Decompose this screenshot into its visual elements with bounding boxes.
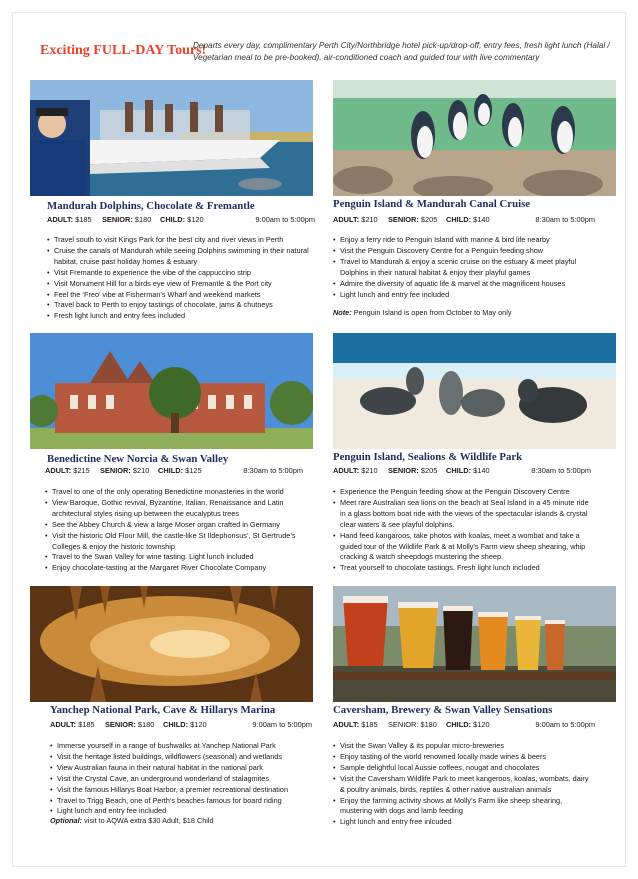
adult-label: ADULT:: [50, 720, 77, 729]
child-price: $120: [187, 215, 204, 224]
highlight-item: • Visit the Swan Valley & its popular micro-breweries: [333, 741, 595, 752]
highlight-item: • View Australian fauna in their natural habitat in the national park: [50, 763, 320, 774]
tour-title: Mandurah Dolphins, Chocolate & Fremantle: [47, 200, 255, 212]
child-label: CHILD:: [160, 215, 186, 224]
tour-time: 8:30am to 5:00pm: [531, 466, 591, 475]
highlight-item: • Sample delightful local Aussie coffees, nougat and chocolates: [333, 763, 595, 774]
tour-photo-dolphin-cruise: [30, 80, 313, 196]
highlight-item: • Visit the Crystal Cave, an underground wonderland of stalagmites: [50, 774, 320, 785]
tour-highlights: [50, 741, 320, 817]
tour-photo-crystal-cave: [30, 586, 313, 702]
adult-price: $215: [73, 466, 90, 475]
highlight-item: • Cruise the canals of Mandurah while seeing Dolphins swimming in their natural habitat, cruise past holiday homes & estuary: [47, 246, 317, 268]
highlight-item: • Visit the heritage listed buildings, wildflowers (seasonal) and wetlands: [50, 752, 320, 763]
highlight-item: • Immerse yourself in a range of bushwalks at Yanchep National Park: [50, 741, 320, 752]
highlight-item: • Visit Monument Hill for a birds eye view of Fremantle & the Port city: [47, 279, 317, 290]
tour-card-penguin-canal: [333, 80, 616, 330]
highlight-item: • Light lunch and entry fee included: [333, 290, 603, 301]
adult-price: $210: [361, 466, 378, 475]
child-price: $120: [473, 720, 490, 729]
highlight-item: • Travel back to Perth to enjoy tastings of chocolate, jams & chutneys: [47, 300, 317, 311]
highlight-item: • Enjoy a ferry ride to Penguin Island with marine & bird life nearby: [333, 235, 603, 246]
tour-highlights: [45, 487, 325, 574]
tour-time: 9:00am to 5:00pm: [255, 215, 315, 224]
highlight-item: • Enjoy the farming activity shows at Molly’s Farm like sheep shearing, mustering with dogs and lamb feeding: [333, 796, 595, 818]
adult-label: ADULT:: [45, 466, 72, 475]
senior-label: SENIOR:: [105, 720, 136, 729]
highlight-item: • Light lunch and entry fee included: [50, 806, 320, 817]
highlight-item: • Travel south to visit Kings Park for the best city and river views in Perth: [47, 235, 317, 246]
tour-highlights: [333, 235, 603, 300]
highlight-item: • Visit the Caversham Wildlife Park to meet kangeroos, koalas, wombats, dairy & poultry animals, birds, reptiles & other native australian animals: [333, 774, 595, 796]
page-title: Exciting FULL-DAY Tours!: [40, 43, 207, 58]
highlight-item: • Travel to the Swan Valley for wine tasting. Light lunch included: [45, 552, 325, 563]
tour-title: Benedictine New Norcia & Swan Valley: [47, 453, 229, 465]
highlight-item: • Visit Fremantle to experience the vibe of the cappuccino strip: [47, 268, 317, 279]
header: [40, 40, 610, 70]
senior-label: SENIOR:: [388, 466, 419, 475]
highlight-item: • Visit the Penguin Discovery Centre for a Penguin feeding show: [333, 246, 603, 257]
tour-photo-penguins: [333, 80, 616, 196]
highlight-item: • Fresh light lunch and entry fees included: [47, 311, 317, 322]
senior-label: SENIOR:: [388, 720, 419, 729]
header-description: Departs every day, complimentary Perth City/Northbridge hotel pick-up/drop-off, entry fees, fresh light lunch (Halal / Vegetarian meal to be pre-booked), air-conditioned coach and guided tour with live commentary: [193, 41, 610, 62]
tour-highlights: [333, 487, 595, 574]
highlight-item: • View Baroque, Gothic revival, Byzantine, Italian, Renaissance and Latin architectural styles rising up between the eucalyptus trees: [45, 498, 325, 520]
adult-label: ADULT:: [333, 466, 360, 475]
child-price: $140: [473, 215, 490, 224]
highlight-item: • Light lunch and entry free inlcuded: [333, 817, 595, 828]
highlight-item: • Meet rare Australian sea lions on the beach at Seal Island in a 45 minute ride in a glass bottom boat ride with the views of the spectacular islands & crystal clear waters & see playful dolphins.: [333, 498, 595, 531]
senior-price: $205: [420, 215, 438, 224]
tour-card-yanchep: [30, 586, 313, 856]
highlight-item: • Hand feed kangaroos, take photos with koalas, meet a wombat and take a guided tour of the Wildlife Park & at Molly’s Farm view sheep shearing, whip cracking & watch sheepdogs mustering the sheep.: [333, 531, 595, 564]
tour-title: Penguin Island, Sealions & Wildlife Park: [333, 451, 523, 463]
child-price: $120: [190, 720, 207, 729]
tour-highlights: [47, 235, 317, 322]
tour-highlights: [333, 741, 595, 828]
child-label: CHILD:: [158, 466, 184, 475]
highlight-item: • Enjoy tasting of the world renowned locally made wines & beers: [333, 752, 595, 763]
senior-price: $180: [420, 720, 437, 729]
tour-time: 8:30am to 5:00pm: [243, 466, 303, 475]
highlight-item: • Treat yourself to chocolate tastings. Fresh light lunch included: [333, 563, 595, 574]
highlight-item: • Travel to Trigg Beach, one of Perth’s beaches famous for board riding: [50, 796, 320, 807]
tour-note: [50, 816, 214, 825]
tour-note: [333, 308, 511, 317]
highlight-item: • Travel to Mandurah & enjoy a scenic cruise on the estuary & meet playful Dolphins in their natural habitat & enjoy their playful games: [333, 257, 603, 279]
tour-time: 8:30am to 5:00pm: [535, 215, 595, 224]
tour-photo-monastery: [30, 333, 313, 449]
tour-photo-beer-tasting: [333, 586, 616, 702]
highlight-item: • Feel the ‘Freo’ vibe at Fisherman’s Wharf and weekend markets: [47, 290, 317, 301]
senior-price: $180: [134, 215, 152, 224]
child-label: CHILD:: [446, 466, 472, 475]
senior-label: SENIOR:: [102, 215, 133, 224]
highlight-item: • Enjoy chocolate-tasting at the Margaret River Chocolate Company: [45, 563, 325, 574]
note-text: Penguin Island is open from October to May only: [353, 308, 512, 317]
note-label: Note:: [333, 308, 352, 317]
child-label: CHILD:: [446, 215, 472, 224]
child-label: CHILD:: [163, 720, 189, 729]
tour-card-caversham: [333, 586, 616, 856]
adult-label: ADULT:: [333, 720, 360, 729]
child-label: CHILD:: [446, 720, 472, 729]
tour-card-new-norcia: [30, 333, 313, 583]
adult-label: ADULT:: [47, 215, 74, 224]
senior-label: SENIOR:: [388, 215, 419, 224]
highlight-item: • Experience the Penguin feeding show at the Penguin Discovery Centre: [333, 487, 595, 498]
adult-price: $185: [361, 720, 378, 729]
child-price: $125: [185, 466, 202, 475]
tour-card-sealions: [333, 333, 616, 583]
highlight-item: • Travel to one of the only operating Benedictine monasteries in the world: [45, 487, 325, 498]
child-price: $140: [473, 466, 490, 475]
highlight-item: • Visit the famous Hillarys Boat Harbor, a premier recreational destination: [50, 785, 320, 796]
tour-title: Yanchep National Park, Cave & Hillarys Marina: [50, 704, 276, 716]
senior-price: $180: [137, 720, 155, 729]
note-text: visit to AQWA extra $30 Adult, $18 Child: [84, 816, 214, 825]
highlight-item: • See the Abbey Church & view a large Moser organ crafted in Germany: [45, 520, 325, 531]
adult-label: ADULT:: [333, 215, 360, 224]
tour-time: 9:00am to 5:00pm: [535, 720, 595, 729]
tour-photo-sea-lions: [333, 333, 616, 449]
highlight-item: • Visit the historic Old Flour Mill, the castle-like St Ildephonsus’, St Gertrude’s Colleges & enjoy the historic township: [45, 531, 325, 553]
tour-time: 9:00am to 5:00pm: [252, 720, 312, 729]
tour-card-mandurah: [30, 80, 313, 330]
tour-title: Caversham, Brewery & Swan Valley Sensations: [333, 704, 553, 716]
tour-title: Penguin Island & Mandurah Canal Cruise: [333, 198, 531, 210]
note-label: Optional:: [50, 816, 83, 825]
senior-price: $205: [420, 466, 438, 475]
adult-price: $210: [361, 215, 378, 224]
adult-price: $185: [78, 720, 95, 729]
adult-price: $185: [75, 215, 92, 224]
senior-label: SENIOR:: [100, 466, 131, 475]
highlight-item: • Admire the diversity of aquatic life & marvel at the magnificent houses: [333, 279, 603, 290]
senior-price: $210: [132, 466, 150, 475]
